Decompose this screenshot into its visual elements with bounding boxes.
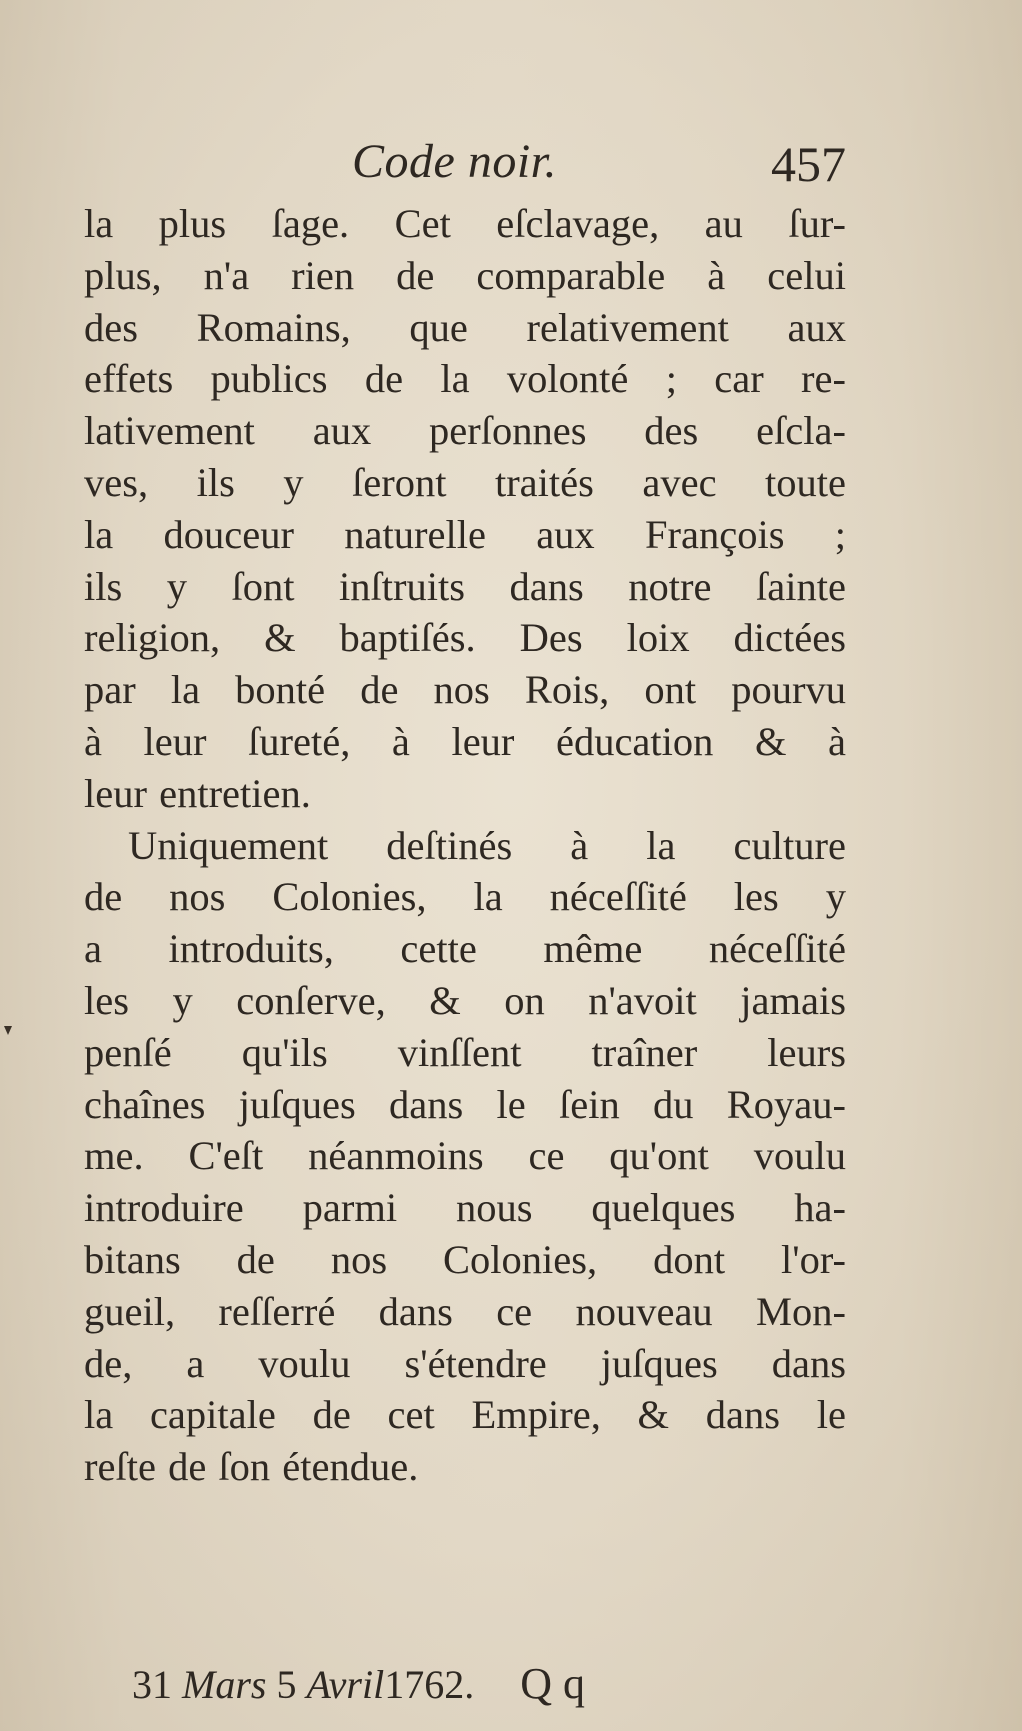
text-line: religion, & baptiſés. Des loix dictées xyxy=(84,615,846,661)
running-title: Code noir. xyxy=(352,135,558,188)
text-line: gueil, reſſerré dans ce nouveau Mon- xyxy=(84,1288,846,1334)
signature-mark: Q q xyxy=(520,1659,586,1708)
text-line: effets publics de la volonté ; car re- xyxy=(84,356,846,402)
text-line: les y conſerve, & on n'avoit jamais xyxy=(84,977,846,1023)
text-line: lativement aux perſonnes des eſcla- xyxy=(84,408,846,454)
text-line: la plus ſage. Cet eſclavage, au ſur- xyxy=(84,201,846,246)
footer-day-2: 5 xyxy=(276,1662,297,1707)
text-line: des Romains, que relativement aux xyxy=(84,304,846,350)
text-line: ils y ſont inſtruits dans notre ſainte xyxy=(84,563,846,609)
paragraph-1 xyxy=(84,198,846,820)
page-header xyxy=(84,128,846,198)
text-line: penſé qu'ils vinſſent traîner leurs xyxy=(84,1029,846,1075)
text-line: de, a voulu s'étendre juſques dans xyxy=(84,1340,846,1386)
footer-day-1: 31 xyxy=(132,1662,172,1707)
text-line: par la bonté de nos Rois, ont pourvu xyxy=(84,667,846,713)
text-line: chaînes juſques dans le ſein du Royau- xyxy=(84,1081,846,1127)
text-line: leur entretien. xyxy=(84,770,311,816)
text-line: me. C'eſt néanmoins ce qu'ont voulu xyxy=(84,1133,846,1179)
footer-year: 1762. xyxy=(384,1662,475,1707)
text-line: ves, ils y ſeront traités avec toute xyxy=(84,459,846,505)
text-line: reſte de ſon étendue. xyxy=(84,1444,419,1490)
text-line: a introduits, cette même néceſſité xyxy=(84,926,846,972)
page-footer xyxy=(132,1656,852,1713)
text-block xyxy=(84,128,846,1708)
text-line: la capitale de cet Empire, & dans le xyxy=(84,1392,846,1438)
footer-month-1: Mars xyxy=(182,1662,267,1707)
text-line: de nos Colonies, la néceſſité les y xyxy=(84,874,846,920)
text-line: introduire parmi nous quelques ha- xyxy=(84,1185,846,1231)
text-line: bitans de nos Colonies, dont l'or- xyxy=(84,1236,846,1282)
text-line: à leur ſureté, à leur éducation & à xyxy=(84,718,846,764)
text-line: plus, n'a rien de comparable à celui xyxy=(84,252,846,298)
paragraph-2 xyxy=(84,820,846,1493)
page-number: 457 xyxy=(771,136,846,192)
text-line: Uniquement deſtinés à la culture xyxy=(128,822,846,868)
margin-mark-icon xyxy=(4,1026,12,1035)
text-line: la douceur naturelle aux François ; xyxy=(84,511,846,557)
footer-month-2: Avril xyxy=(306,1662,385,1707)
